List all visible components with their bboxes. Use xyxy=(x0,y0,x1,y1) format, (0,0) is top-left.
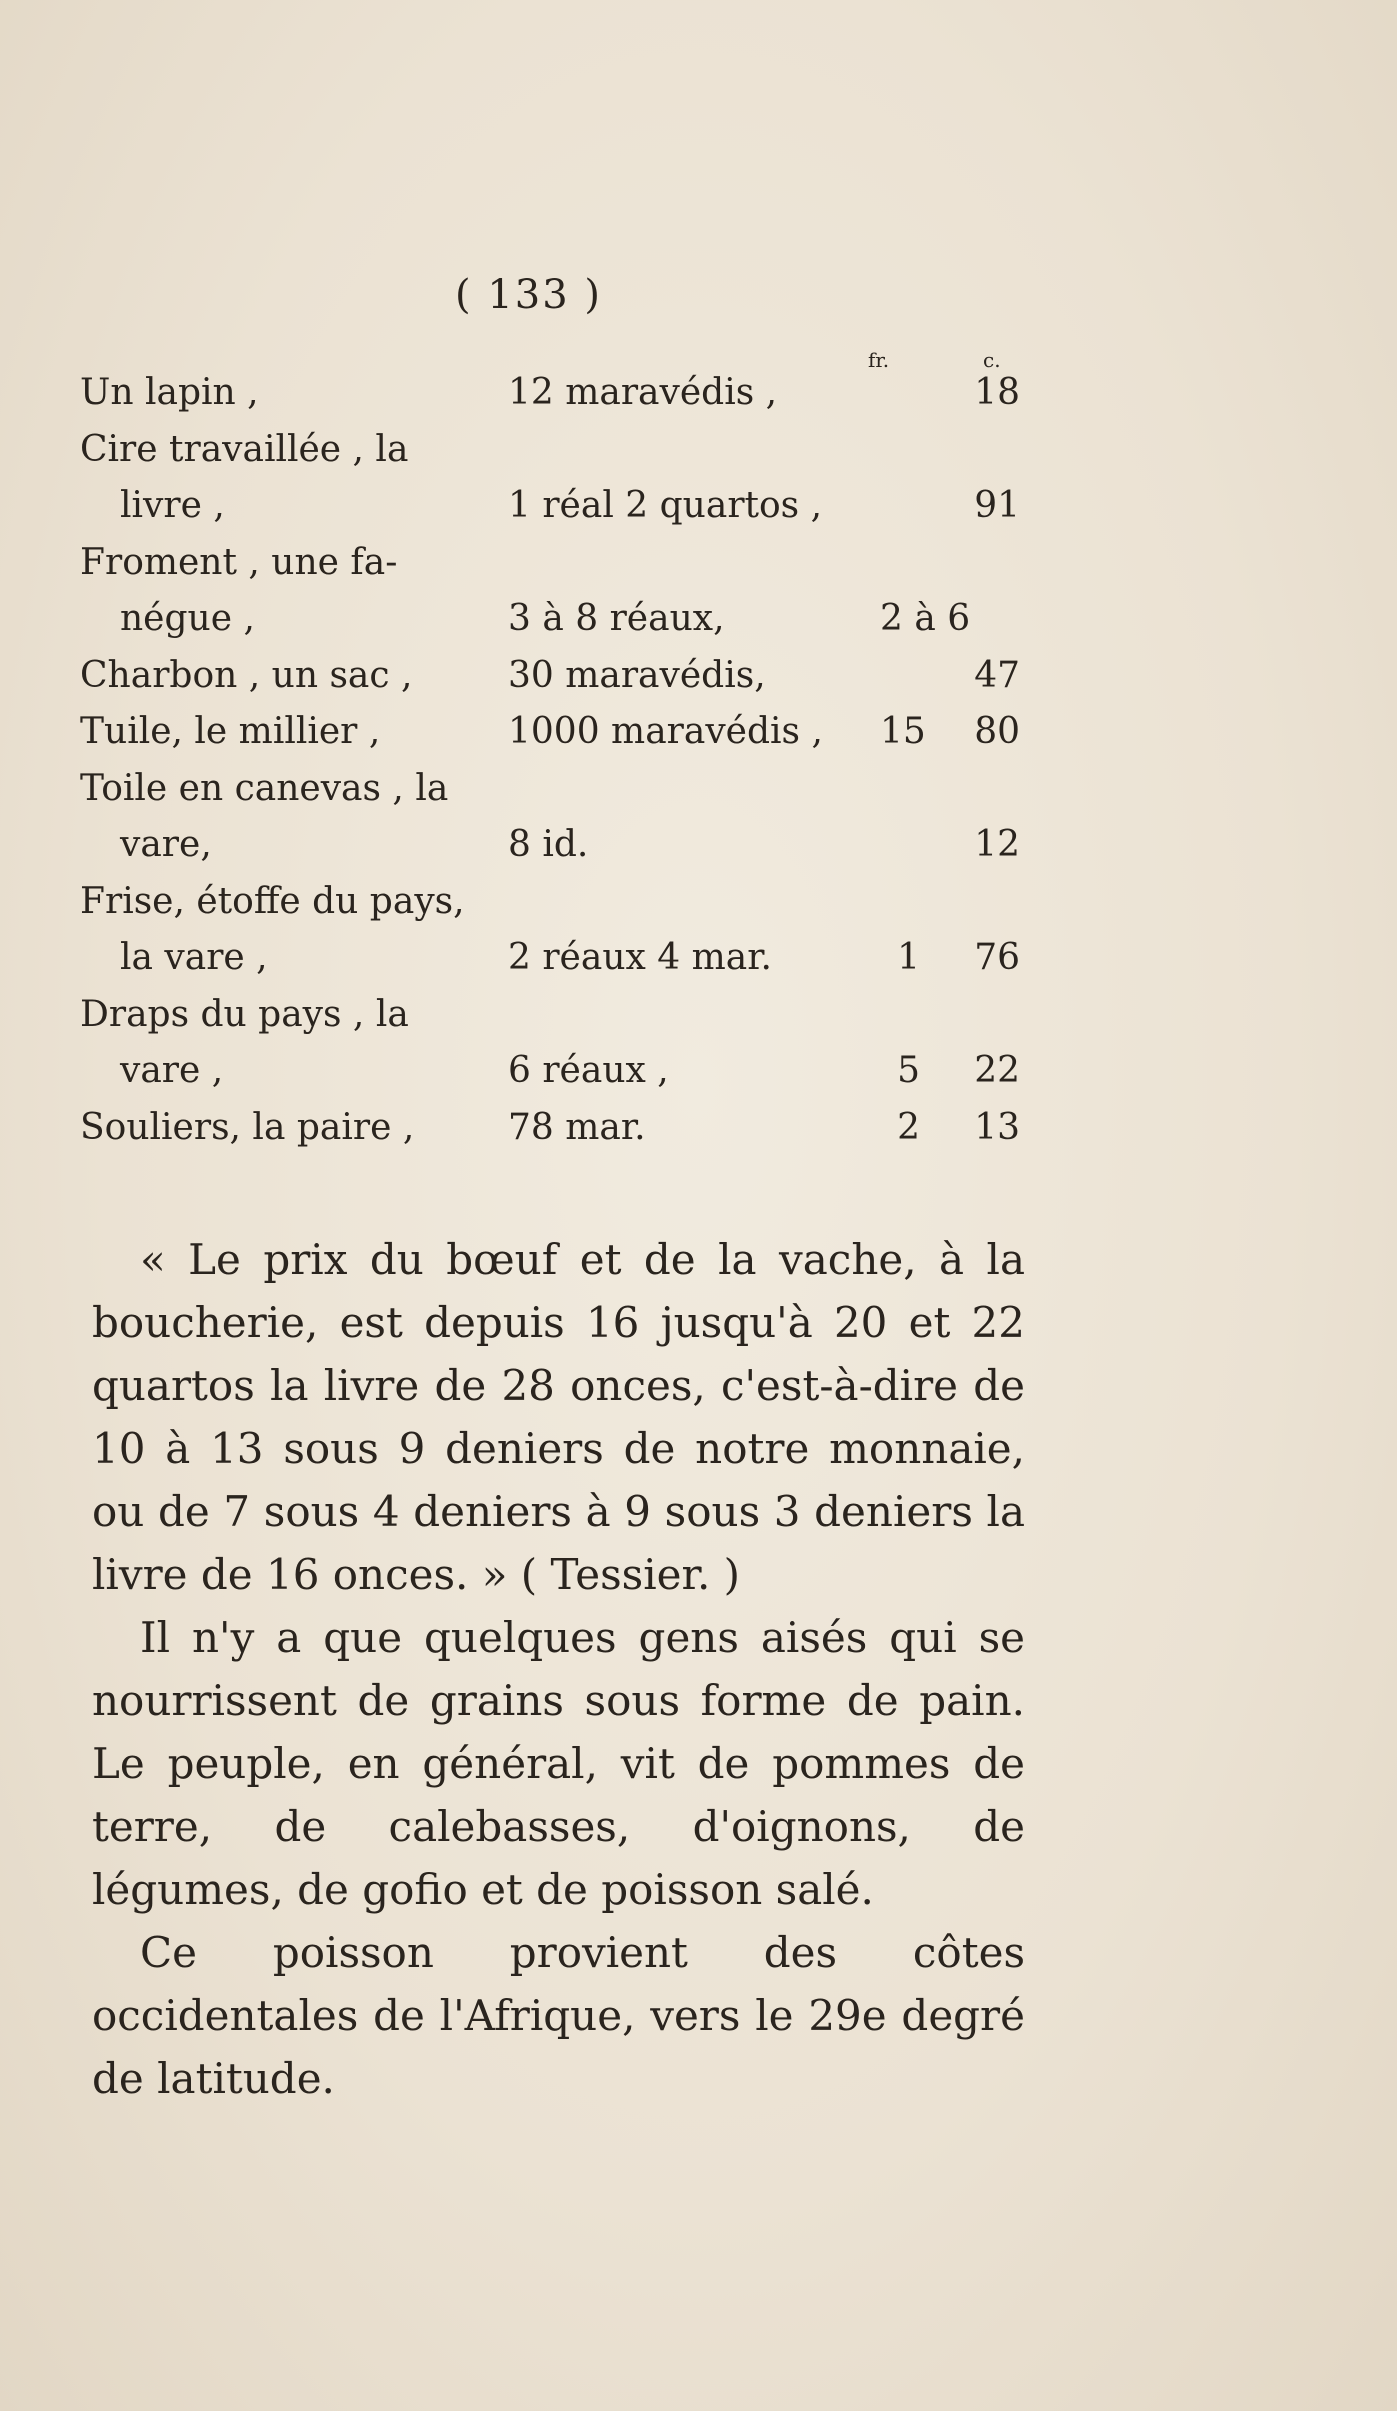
item-cell: vare , xyxy=(120,1050,224,1091)
francs-cell: 15 xyxy=(880,711,926,752)
table-row xyxy=(0,372,1397,422)
paragraph-fish-origin-text: Ce poisson provient des côtes occidentales de l'Afrique, vers le 29e degré de latitude. xyxy=(92,1928,1025,2103)
item-cell: Froment , une fa- xyxy=(80,542,398,583)
item-cell: la vare , xyxy=(120,937,268,978)
centimes-cell: 13 xyxy=(974,1107,1020,1148)
centimes-cell: 12 xyxy=(974,824,1020,865)
price-cell: 78 mar. xyxy=(508,1107,646,1148)
body-text xyxy=(92,1228,1025,2110)
price-cell: 1000 maravédis , xyxy=(508,711,823,752)
centimes-cell: 80 xyxy=(974,711,1020,752)
table-row xyxy=(0,994,1397,1044)
item-cell: Toile en canevas , la xyxy=(80,768,449,809)
item-cell: Souliers, la paire , xyxy=(80,1107,415,1148)
table-row xyxy=(0,598,1397,648)
item-cell: Charbon , un sac , xyxy=(80,655,413,696)
centimes-cell: 76 xyxy=(974,937,1020,978)
unit-header-francs: fr. xyxy=(868,348,890,372)
item-cell: Tuile, le millier , xyxy=(80,711,381,752)
page-number: ( 133 ) xyxy=(455,272,602,318)
paragraph-food-habits: Il n'y a que quelques gens aisés qui se nourrissent de grains sous forme de pain. Le peuple, en général, vit de pommes de terre, de calebasses, d'oignons, de légumes, de gofio et de poisson salé. xyxy=(92,1613,1025,1914)
centimes-cell: 47 xyxy=(974,655,1020,696)
item-cell: Un lapin , xyxy=(80,372,259,413)
table-row xyxy=(0,485,1397,535)
item-cell: négue , xyxy=(120,598,255,639)
item-cell: livre , xyxy=(120,485,225,526)
centimes-cell: 22 xyxy=(974,1050,1020,1091)
paragraph-beef-price: « Le prix du bœuf et de la vache, à la boucherie, est depuis 16 jusqu'à 20 et 22 quartos la livre de 28 onces, c'est-à-dire de 10 à 13 sous 9 deniers de notre monnaie, ou de 7 sous 4 deniers à 9 sous 3 deniers la livre de 16 onces. » ( Tessier. ) xyxy=(92,1235,1025,1599)
item-cell: Cire travaillée , la xyxy=(80,429,409,470)
table-row xyxy=(0,824,1397,874)
price-cell: 30 maravédis, xyxy=(508,655,766,696)
table-row xyxy=(0,1050,1397,1100)
price-cell: 2 réaux 4 mar. xyxy=(508,937,772,978)
centimes-cell: 91 xyxy=(974,485,1020,526)
table-row xyxy=(0,881,1397,931)
item-cell: Draps du pays , la xyxy=(80,994,409,1035)
paragraph-fish-origin xyxy=(92,1921,1025,2110)
table-row xyxy=(0,429,1397,479)
table-row xyxy=(0,937,1397,987)
price-cell: 3 à 8 réaux, xyxy=(508,598,725,639)
price-cell: 1 réal 2 quartos , xyxy=(508,485,823,526)
table-row xyxy=(0,711,1397,761)
price-cell: 8 id. xyxy=(508,824,589,865)
francs-cell: 2 à 6 xyxy=(880,598,971,639)
table-row xyxy=(0,1107,1397,1157)
unit-header-centimes: c. xyxy=(983,348,1001,372)
francs-cell: 5 xyxy=(897,1050,920,1091)
table-row xyxy=(0,655,1397,705)
table-row xyxy=(0,768,1397,818)
table-row xyxy=(0,542,1397,592)
item-cell: vare, xyxy=(120,824,212,865)
price-cell: 12 maravédis , xyxy=(508,372,778,413)
price-cell: 6 réaux , xyxy=(508,1050,669,1091)
francs-cell: 1 xyxy=(897,937,920,978)
item-cell: Frise, étoffe du pays, xyxy=(80,881,465,922)
francs-cell: 2 xyxy=(897,1107,920,1148)
centimes-cell: 18 xyxy=(974,372,1020,413)
